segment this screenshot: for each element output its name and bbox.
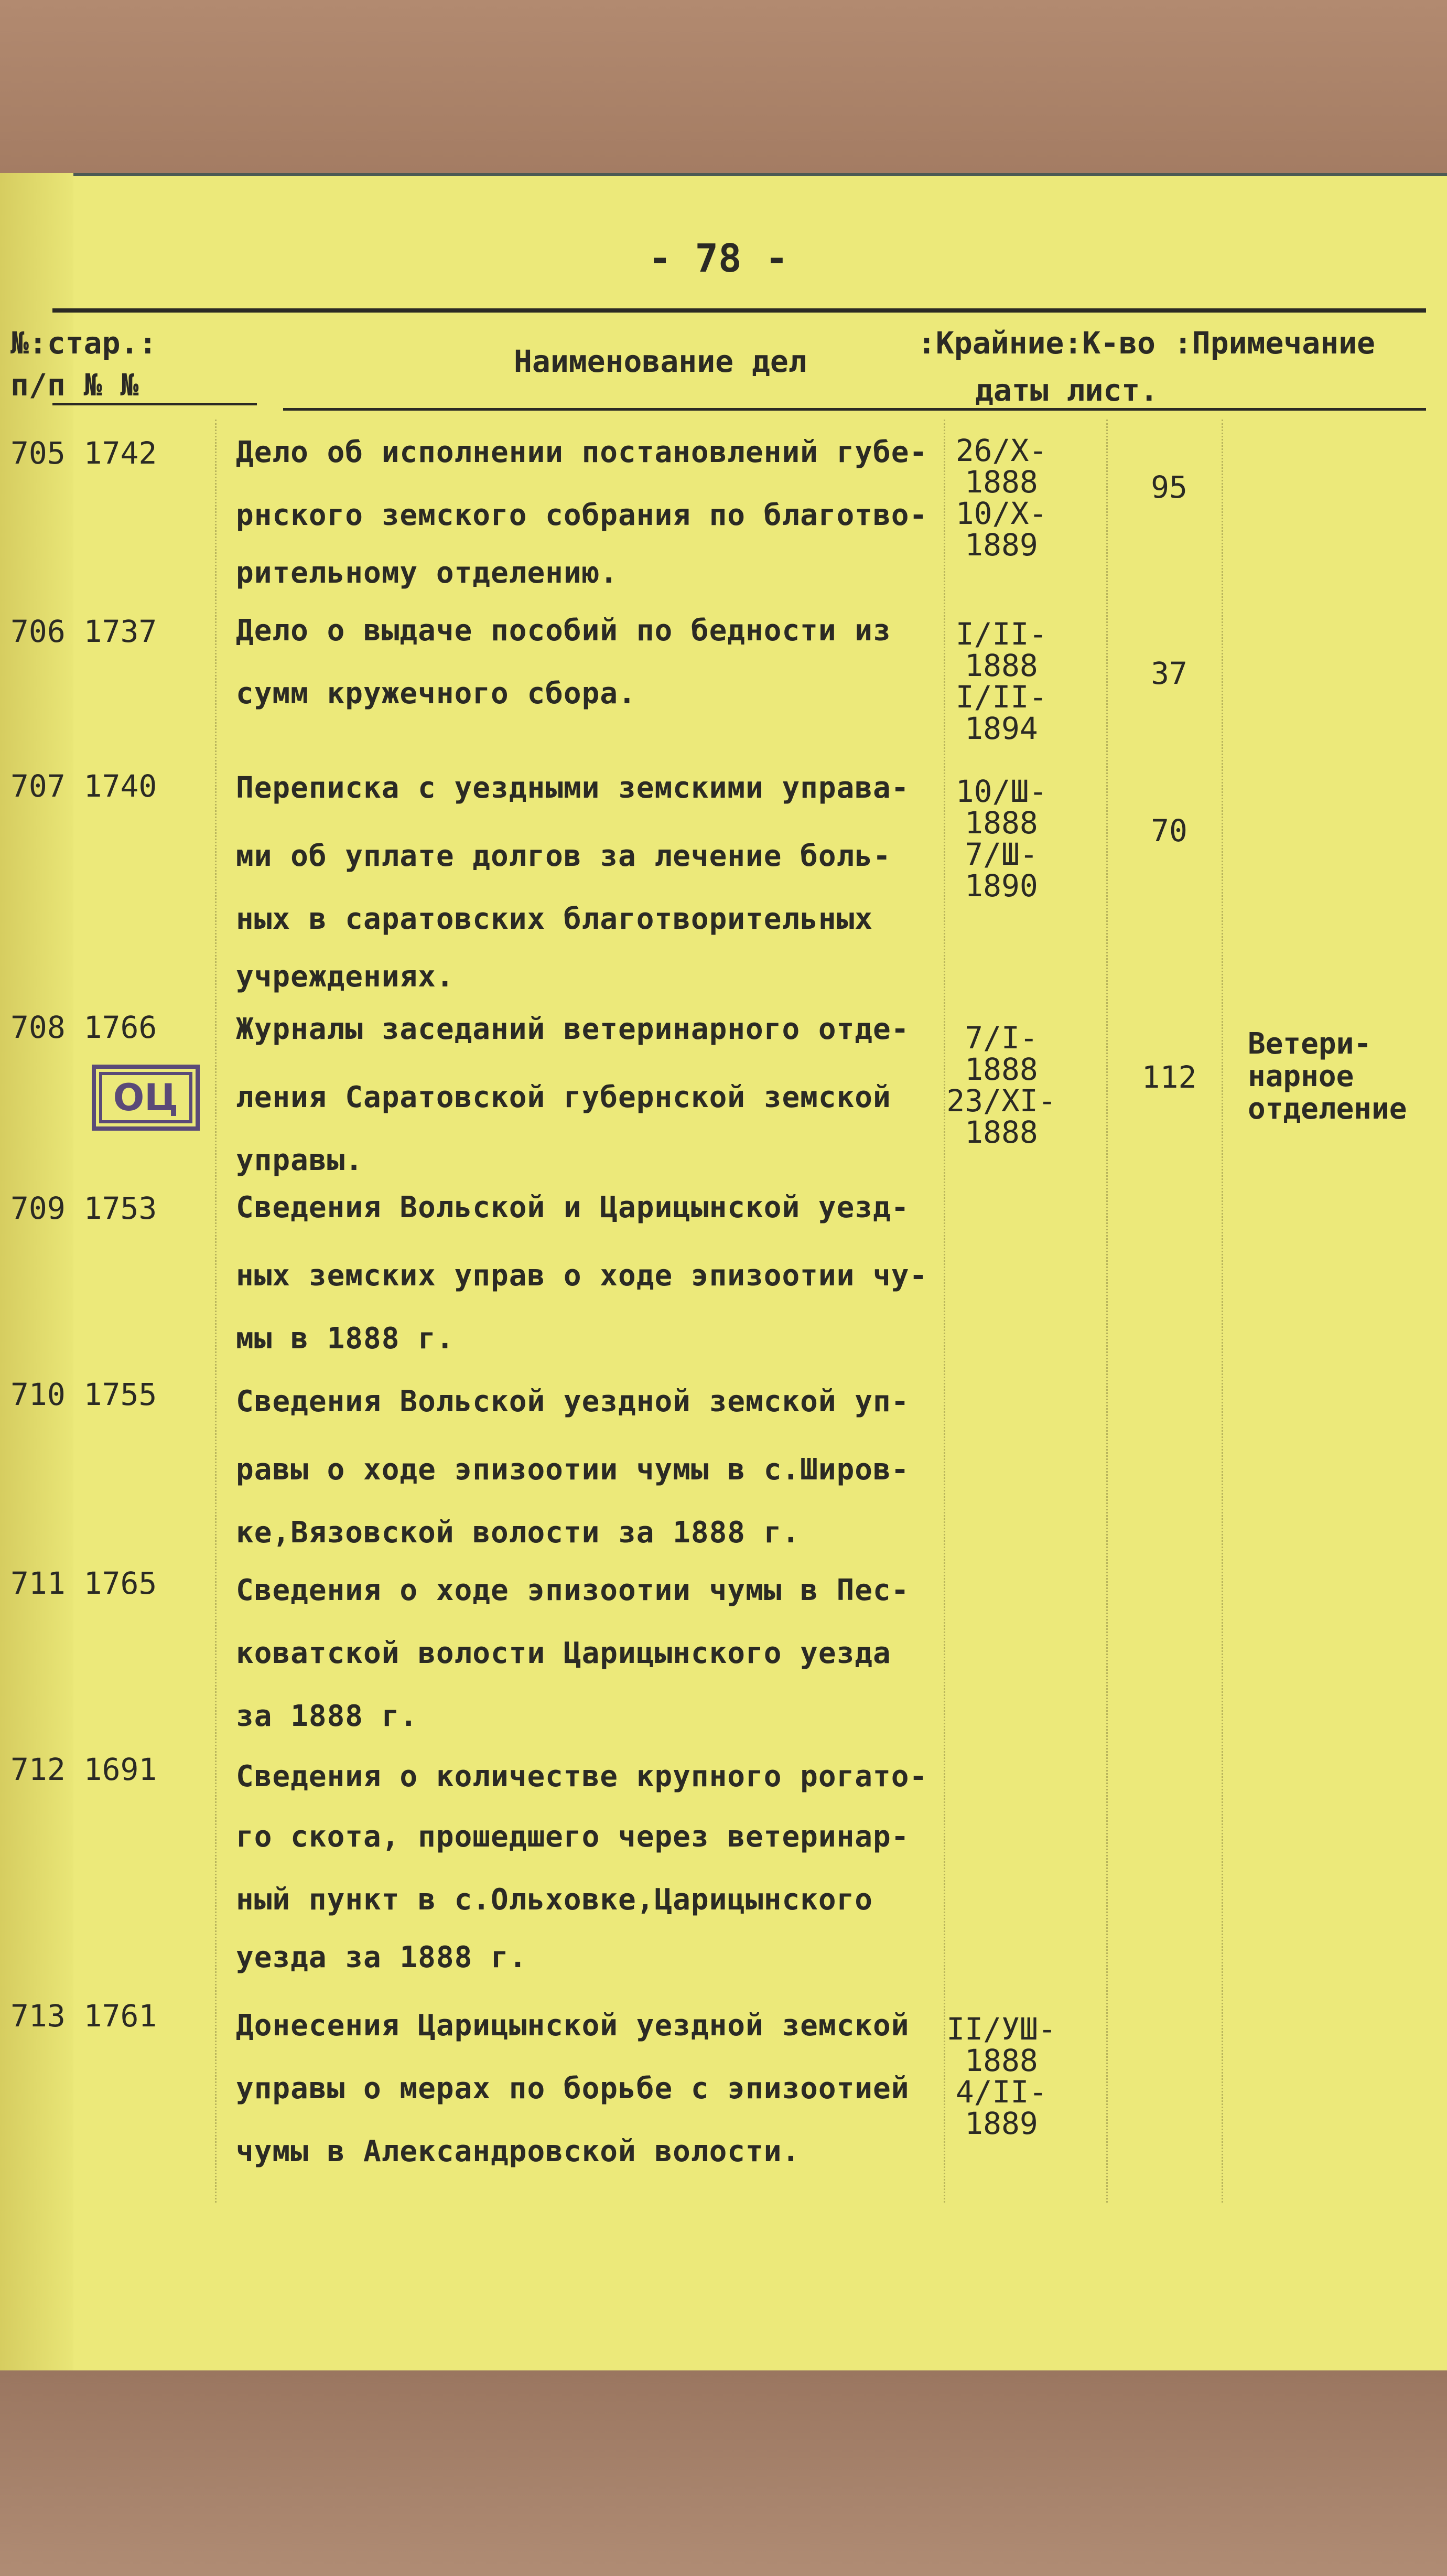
header-rule-right — [283, 408, 1426, 411]
desk-top — [0, 0, 1447, 173]
header-rule-left — [52, 403, 257, 405]
row-title-line: рнского земского собрания по благотво- — [236, 498, 928, 532]
row-date-end-year: 1890 — [965, 868, 1038, 904]
row-date-start-year: 1888 — [965, 2043, 1038, 2078]
row-title-line: го скота, прошедшего через ветеринар- — [236, 1820, 910, 1854]
row-title-line: уезда за 1888 г. — [236, 1940, 527, 1974]
row-number: 707 1740 — [10, 768, 157, 804]
row-title-line: Донесения Царицынской уездной земской — [236, 2009, 910, 2043]
row-title-line: ми об уплате долгов за лечение боль- — [236, 839, 891, 873]
binding-spine — [0, 173, 73, 2376]
row-date-end-year: 1894 — [965, 711, 1038, 746]
row-title-line: Переписка с уездными земскими управа- — [236, 771, 910, 805]
row-title-line: управы. — [236, 1143, 364, 1177]
row-sheet-count: 37 — [1151, 656, 1187, 691]
row-date-start: 7/I- — [965, 1020, 1038, 1056]
row-title-line: ных в саратовских благотворительных — [236, 902, 873, 936]
archive-stamp: ОЦ — [92, 1065, 200, 1131]
row-date-end: I/II- — [955, 679, 1048, 715]
row-date-end: 10/Х- — [955, 496, 1048, 531]
row-date-start: I/II- — [955, 616, 1048, 652]
row-title-line: управы о мерах по борьбе с эпизоотией — [236, 2071, 910, 2106]
column-divider-num — [215, 420, 217, 2203]
row-title-line: Дело об исполнении постановлений губе- — [236, 435, 928, 469]
row-title-line: Сведения о ходе эпизоотии чумы в Пес- — [236, 1573, 910, 1607]
row-title-line: ке,Вязовской волости за 1888 г. — [236, 1516, 801, 1550]
row-date-end: 23/XI- — [946, 1083, 1056, 1119]
row-title-line: рительному отделению. — [236, 556, 619, 590]
row-date-end-year: 1889 — [965, 527, 1038, 563]
row-sheet-count: 112 — [1141, 1059, 1197, 1095]
column-divider-dates — [1106, 420, 1108, 2203]
row-date-start-year: 1888 — [965, 464, 1038, 500]
header-top-rule — [52, 308, 1426, 313]
row-date-start: II/УШ- — [946, 2011, 1056, 2047]
row-number: 708 1766 — [10, 1010, 157, 1045]
row-date-start: 26/Х- — [955, 433, 1048, 468]
desk-bottom — [0, 2370, 1447, 2576]
row-title-line: сумм кружечного сбора. — [236, 677, 636, 711]
row-date-start: 10/Ш- — [955, 774, 1048, 809]
row-title-line: учреждениях. — [236, 960, 455, 994]
row-date-end: 4/II- — [955, 2074, 1048, 2110]
header-dates-line2: даты лист. — [975, 372, 1159, 408]
row-title-line: ления Саратовской губернской земской — [236, 1080, 891, 1114]
row-date-end: 7/Ш- — [965, 836, 1038, 872]
row-date-end-year: 1889 — [965, 2106, 1038, 2141]
row-title-line: Сведения о количестве крупного рогато- — [236, 1759, 928, 1794]
row-date-start-year: 1888 — [965, 648, 1038, 683]
row-title-line: чумы в Александровской волости. — [236, 2134, 801, 2169]
row-title-line: Сведения Вольской и Царицынской уезд- — [236, 1190, 910, 1225]
row-number: 712 1691 — [10, 1752, 157, 1787]
row-number: 713 1761 — [10, 1998, 157, 2034]
row-number: 711 1765 — [10, 1565, 157, 1601]
row-date-start-year: 1888 — [965, 805, 1038, 841]
row-sheet-count: 95 — [1151, 469, 1187, 505]
row-title-line: Журналы заседаний ветеринарного отде- — [236, 1012, 910, 1046]
row-date-start-year: 1888 — [965, 1051, 1038, 1087]
row-sheet-count: 70 — [1151, 813, 1187, 849]
row-title-line: ных земских управ о ходе эпизоотии чу- — [236, 1259, 928, 1293]
row-title-line: ный пункт в с.Ольховке,Царицынского — [236, 1883, 873, 1917]
row-title-line: мы в 1888 г. — [236, 1322, 455, 1356]
row-title-line: равы о ходе эпизоотии чумы в с.Широв- — [236, 1453, 910, 1487]
header-dates-line1: :Крайние:К-во :Примечание — [917, 325, 1375, 361]
header-num-line2: п/п № № — [10, 367, 139, 403]
row-note-line: Ветери- — [1248, 1027, 1372, 1061]
row-title-line: за 1888 г. — [236, 1699, 418, 1733]
row-note-line: нарное — [1248, 1059, 1354, 1093]
row-title-line: коватской волости Царицынского уезда — [236, 1636, 891, 1670]
row-number: 706 1737 — [10, 614, 157, 649]
row-number: 710 1755 — [10, 1377, 157, 1412]
row-number: 705 1742 — [10, 435, 157, 471]
row-title-line: Дело о выдаче пособий по бедности из — [236, 614, 891, 648]
row-date-end-year: 1888 — [965, 1114, 1038, 1150]
header-title: Наименование дел — [514, 344, 807, 379]
header-num-line1: №:стар.: — [10, 325, 157, 361]
column-divider-sheets — [1222, 420, 1223, 2203]
row-number: 709 1753 — [10, 1190, 157, 1226]
row-note-line: отделение — [1248, 1092, 1407, 1126]
page-number: - 78 - — [648, 236, 789, 281]
row-title-line: Сведения Вольской уездной земской уп- — [236, 1384, 910, 1419]
